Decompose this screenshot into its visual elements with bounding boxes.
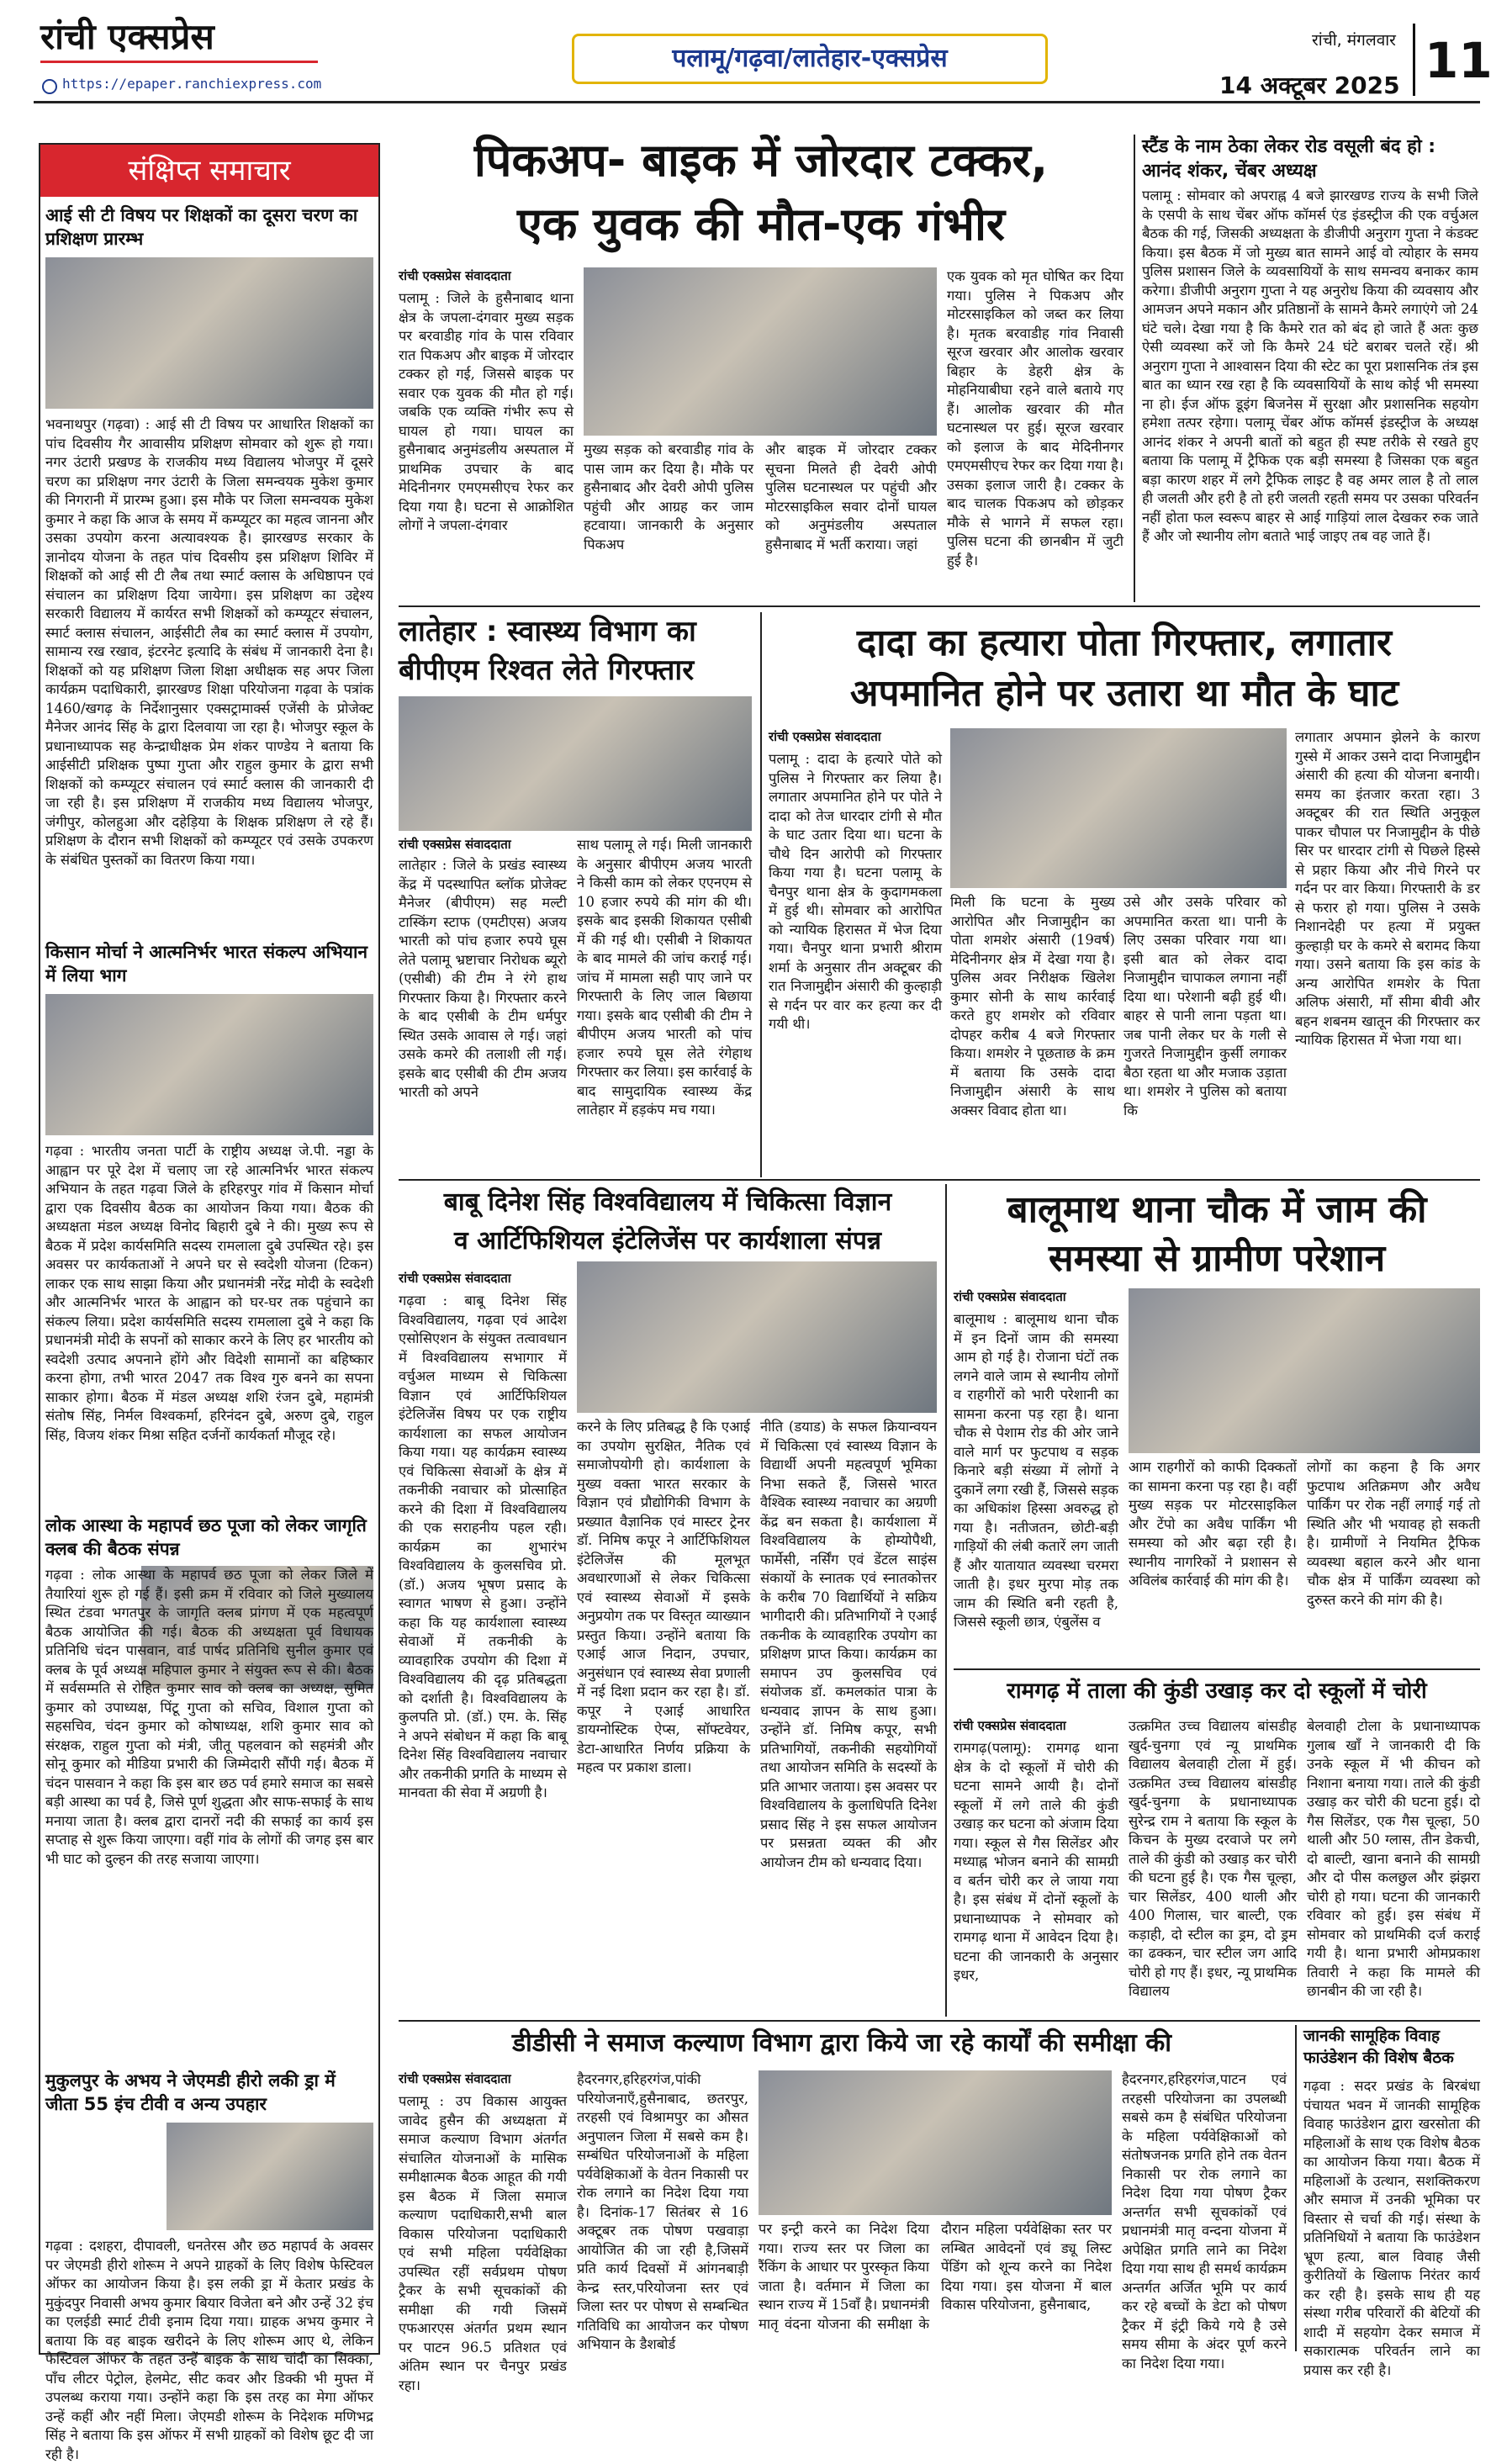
balumath-byline: रांची एक्सप्रेस संवाददाता bbox=[954, 1289, 1066, 1304]
ddc-col-2: हैदरनगर,हरिहरगंज,पांकी परियोजनाएँ,हुसैनाबाद, छतरपुर, तरहसी एवं विश्रामपुर का औसत अनुपालन जिला में सबसे कम है। सम्बंधित परियोजनाओं के महिला पर्यवेक्षिकाओं के वेतन निकासी पर रोक लगाने का निदेश दिया गया है। दिनांक-17 सितंबर से 16 अक्टूबर तक पोषण पखवाड़ा आयोजित की जा रही है,जिसमें प्रति कार्य दिवसों में आंगनबाड़ी केन्द्र स्तर,परियोजना स्तर एवं जिला स्तर पर पोषण से सम्बन्धित गतिविधि का आयोजन कर पोषण अभियान के डैशबोर्ड bbox=[577, 2071, 748, 2352]
brief-4-photo bbox=[167, 2123, 373, 2230]
university-col-3: नीति (डयाड) के सफल क्रियान्वयन में चिकित्सा एवं स्वास्थ्य विज्ञान के विद्यार्थी अपनी महत्वपूर्ण भूमिका निभा सकते हैं, जिससे भारत वैश्विक स्वास्थ्य नवाचार का अग्रणी केंद्र बन सकता है। कार्यशाला में विश्वविद्यालय के होम्योपैथी, फार्मेसी, नर्सिंग एवं डेंटल साइंस संकायों के स्नातक एवं स्नातकोत्तर के करीब 70 विद्यार्थियों ने सक्रिय भागीदारी की। प्रतिभागियों ने एआई तकनीक के व्यावहारिक उपयोग का प्रशिक्षण प्राप्त किया। कार्यक्रम का समापन उप कुलसचिव एवं संयोजक डॉ. कमलकांत पात्रा के धन्यवाद ज्ञापन के साथ हुआ। उन्होंने डॉ. निमिष कपूर, सभी प्रतिभागियों, तकनीकी सहयोगियों तथा आयोजन समिति के सदस्यों के प्रति आभार जताया। इस अवसर पर विश्वविद्यालय के कुलाधिपति दिनेश प्रसाद सिंह ने इस सफल आयोजन पर प्रसन्नता व्यक्त की और आयोजन टीम को धन्यवाद दिया। bbox=[760, 1419, 937, 1870]
ramgarh-headline: रामगढ़ में ताला की कुंडी उखाड़ कर दो स्कूलों में चोरी bbox=[1007, 1679, 1427, 1704]
brief-4-title: मुकुलपुर के अभय ने जेएमडी हीरो लकी ड्रा में जीता 55 इंच टीवी व अन्य उपहार bbox=[45, 2070, 336, 2114]
grandpa-headline-2: अपमानित होने पर उतारा था मौत के घाट bbox=[849, 672, 1399, 715]
ddc-headline: डीडीसी ने समाज कल्याण विभाग द्वारा किये जा रहे कार्यों की समीक्षा की bbox=[511, 2028, 1172, 2058]
row-rule-4 bbox=[399, 2020, 1480, 2022]
university-headline-2: व आर्टिफिशियल इंटेलिजेंस पर कार्यशाला संपन्न bbox=[454, 1226, 881, 1256]
university-headline-1: बाबू दिनेश सिंह विश्वविद्यालय में चिकित्सा विज्ञान bbox=[443, 1187, 892, 1217]
balumath-headline-1: बालूमाथ थाना चौक में जाम की bbox=[1007, 1188, 1427, 1231]
grandpa-byline: रांची एक्सप्रेस संवाददाता bbox=[769, 729, 881, 744]
stand-headline: स्टैंड के नाम ठेका लेकर रोड वसूली बंद हो : आनंद शंकर, चेंबर अध्यक्ष bbox=[1142, 136, 1436, 182]
university-col-1: गढ़वा : बाबू दिनेश सिंह विश्वविद्यालय, गढ़वा एवं आदेश एसोसिएशन के संयुक्त तत्वावधान में विश्वविद्यालय सभागार में वर्चुअल माध्यम से चिकित्सा विज्ञान एवं आर्टिफिशियल इंटेलिजेंस विषय पर एक राष्ट्रीय कार्यशाला का सफल आयोजन किया गया। यह कार्यक्रम स्वास्थ्य एवं चिकित्सा सेवाओं के क्षेत्र में तकनीकी नवाचार को प्रोत्साहित करने की दिशा में विश्वविद्यालय की एक सराहनीय पहल रही। कार्यक्रम का शुभारंभ विश्वविद्यालय के कुलसचिव प्रो. (डॉ.) अजय भूषण प्रसाद के स्वागत भाषण से हुआ। उन्होंने कहा कि यह कार्यशाला स्वास्थ्य सेवाओं में तकनीकी के व्यावहारिक उपयोग की दिशा में विश्वविद्यालय की दृढ़ प्रतिबद्धता को दर्शाती है। विश्वविद्यालय के कुलपति प्रो. (डॉ.) एम. के. सिंह ने अपने संबोधन में कहा कि बाबू दिनेश सिंह विश्वविद्यालय नवाचार और तकनीकी प्रगति के माध्यम से मानवता की सेवा में अग्रणी है। bbox=[399, 1293, 567, 1800]
pickup-byline: रांची एक्सप्रेस संवाददाता bbox=[399, 268, 511, 283]
latehar-headline: लातेहार : स्वास्थ्य विभाग का बीपीएम रिश्वत लेते गिरफ्तार bbox=[399, 615, 696, 687]
pickup-col-4: एक युवक को मृत घोषित कर दिया गया। पुलिस ने पिकअप और मोटरसाइकिल को जब्त कर लिया है। मृतक बरवाडीह गांव निवासी सूरज खरवार और आलोक खरवार बिहार के डेहरी क्षेत्र के मोहनियाबीघा रहने वाले बताये गए हैं। आलोक खरवार की मौत घटनास्थल पर हुई। सूरज खरवार को इलाज के बाद मेदिनीनगर एमएमसीएच रेफर कर दिया गया है। उसका इलाज जारी है। टक्कर के बाद चालक पिकअप को छोड़कर मौके से भागने में सफल रहा। पुलिस घटना की छानबीन में जुटी हुई है। bbox=[947, 268, 1123, 568]
epaper-link[interactable]: https://epaper.ranchiexpress.com bbox=[62, 76, 322, 92]
latehar-photo bbox=[399, 696, 752, 831]
brief-2-body: गढ़वा : भारतीय जनता पार्टी के राष्ट्रीय अध्यक्ष जे.पी. नड्डा के आह्वान पर पूरे देश में चलाए जा रहे आत्मनिर्भर भारत संकल्प अभियान के तहत गढ़वा जिले के हरिहरपुर गांव में किसान मोर्चा द्वारा एक दिवसीय बैठक का आयोजन किया गया। बैठक की अध्यक्षता मंडल अध्यक्ष विनोद बिहारी दुबे ने की। मुख्य रूप से बैठक में प्रदेश कार्यसमिति सदस्य रामलाला दुबे उपस्थित रहे। इस अवसर पर कार्यकताओं ने अपने घर से स्वदेशी योजना (टिकन) लाकर एक साथ साझा किया और प्रधानमंत्री नरेंद्र मोदी के स्वदेशी और आत्मनिर्भर भारत के आह्वान को घर-घर तक पहुंचाने का संकल्प लिया। प्रदेश कार्यसमिति सदस्य रामलाला दुबे ने कहा कि प्रधानमंत्री मोदी के सपनों को साकार करने के लिए हर भारतीय को स्वदेशी उत्पाद अपनाने होंगे और विदेशी सामानों का बहिष्कार करना होगा, तभी भारत 2047 तक विश्व गुरु बनने का सपना साकार होगा। बैठक में मंडल अध्यक्ष शशि रंजन दुबे, महामंत्री संतोष सिंह, निर्मल विश्वकर्मा, हरिनंदन दुबे, अरुण दुबे, राहुल सिंह, विजय शंकर मिश्रा सहित दर्जनों कार्यकर्ता मौजूद रहे। bbox=[45, 1143, 373, 1443]
brief-2-title: किसान मोर्चा ने आत्मनिर्भर भारत संकल्प अभियान में लिया भाग bbox=[45, 942, 368, 986]
row-rule-1 bbox=[399, 605, 1480, 607]
masthead bbox=[0, 0, 1512, 103]
balumath-col-2: आम राहगीरों को काफी दिक्कतों का सामना करना पड़ रहा है। वहीं मुख्य सड़क पर मोटरसाइकिल और टेंपो का अवैध पार्किंग भी समस्या को और बढ़ा रही है। स्थानीय नागरिकों ने प्रशासन से अविलंब कार्रवाई की मांग की है। bbox=[1129, 1459, 1297, 1589]
page-number-divider bbox=[1413, 24, 1415, 96]
university-col-2: करने के लिए प्रतिबद्ध है कि एआई का उपयोग सुरक्षित, नैतिक एवं समाजोपयोगी हो। कार्यशाला के मुख्य वक्ता भारत सरकार के विज्ञान एवं प्रौद्योगिकी विभाग के प्रख्यात वैज्ञानिक एवं मास्टर ट्रेनर डॉ. निमिष कपूर ने आर्टिफिशियल इंटेलिजेंस की मूलभूत अवधारणाओं से लेकर चिकित्सा एवं स्वास्थ्य सेवाओं में इसके अनुप्रयोग तक पर विस्तृत व्याख्यान प्रस्तुत किया। उन्होंने बताया कि एआई आज निदान, उपचार, अनुसंधान एवं स्वास्थ्य सेवा प्रणाली में नई दिशा प्रदान कर रहा है। डॉ. कपूर ने एआई आधारित डायग्नोस्टिक ऐप्स, सॉफ्टवेयर, डेटा-आधारित निर्णय प्रक्रिया के महत्व पर प्रकाश डाला। bbox=[577, 1419, 750, 1775]
marriage-body: गढ़वा : सदर प्रखंड के बिरबंधा पंचायत भवन में जानकी सामूहिक विवाह फाउंडेशन द्वारा खरसोता की महिलाओं के साथ एक विशेष बैठक का आयोजन किया गया। बैठक में महिलाओं के उत्थान, सशक्तिकरण और समाज में उनकी भूमिका पर विस्तार से चर्चा की गई। संस्था के प्रतिनिधियों ने बताया कि फाउंडेशन भ्रूण हत्या, बाल विवाह जैसी कुरीतियों के खिलाफ निरंतर कार्य कर रही है। इसके साथ ही यह संस्था गरीब परिवारों की बेटियों की शादी में सहयोग देकर समाज में सकारात्मक परिवर्तन लाने का प्रयास कर रही है। bbox=[1303, 2078, 1480, 2378]
col-divider-3 bbox=[945, 1184, 947, 2017]
pickup-photo bbox=[584, 267, 937, 436]
latehar-col-1: लातेहार : जिले के प्रखंड स्वास्थ्य केंद्र में पदस्थापित ब्लॉक प्रोजेक्ट मैनेजर (बीपीएम) सह मल्टी टास्किंग स्टाफ (एमटीएस) अजय भारती को पांच हजार रुपये घूस लेते पलामू भ्रष्टाचार निरोधक ब्यूरो (एसीबी) की टीम ने रंगे हाथ गिरफ्तार किया है। गिरफ्तार करने के बाद एसीबी के टीम धर्मपुर स्थित उसके आवास ले गई। जहां उसके कमरे की तलाशी ली गई। इसके बाद एसीबी की टीम अजय भारती को अपने bbox=[399, 857, 567, 1100]
row-rule-3 bbox=[954, 1668, 1480, 1670]
col-divider-2 bbox=[760, 612, 762, 1177]
brief-1-title: आई सी टी विषय पर शिक्षकों का दूसरा चरण का प्रशिक्षण प्रारम्भ bbox=[45, 205, 358, 249]
brief-2-photo bbox=[45, 994, 373, 1135]
date: 14 अक्टूबर 2025 bbox=[1219, 71, 1400, 99]
section-title: पलामू/गढ़वा/लातेहार-एक्सप्रेस bbox=[572, 34, 1048, 84]
globe-icon bbox=[42, 79, 57, 94]
brief-4-body: गढ़वा : दशहरा, दीपावली, धनतेरस और छठ महापर्व के अवसर पर जेएमडी हीरो शोरूम ने अपने ग्राहकों के लिए विशेष फेस्टिवल ऑफर का आयोजन किया है। इस लकी ड्रा में केतार प्रखंड के मुकुंदपुर निवासी अभय कुमार बियार विजेता बने और उन्हें 32 इंच का एलईडी स्मार्ट टीवी इनाम दिया गया। ग्राहक अभय कुमार ने बताया कि वह बाइक खरीदने के लिए शोरूम आए थे, लेकिन फेस्टिवल ऑफर के तहत उन्हें बाइक के साथ चांदी का सिक्का, पाँच लीटर पेट्रोल, हेलमेट, सीट कवर और डिक्की भी मुफ्त में उपलब्ध कराया गया। उन्होंने कहा कि इस तरह का मेगा ऑफर उन्हें कहीं और नहीं मिला। जेएमडी शोरूम के निदेशक मणिभद्र सिंह ने बताया कि इस ऑफर में सभी ग्राहकों को विशेष छूट दी जा रही है। bbox=[45, 2238, 373, 2462]
briefs-header: संक्षिप्त समाचार bbox=[40, 145, 378, 197]
university-byline: रांची एक्सप्रेस संवाददाता bbox=[399, 1271, 511, 1286]
grandpa-col-1: पलामू : दादा के हत्यारे पोते को पुलिस ने गिरफ्तार कर लिया है। लगातार अपमानित होने पर पोते ने दादा को तेज धारदार टांगी से मौत के घाट उतार दिया था। घटना के चौथे दिन आरोपी को गिरफ्तार किया गया है। घटना पलामू के चैनपुर थाना क्षेत्र के कुदागमकला में हुई थी। सोमवार को आरोपित को न्यायिक हिरासत में भेज दिया गया। चैनपुर थाना प्रभारी श्रीराम शर्मा के अनुसार तीन अक्टूबर की रात निजामुद्दीन अंसारी की कुल्हाड़ी से गर्दन पर वार कर हत्या कर दी गयी थी। bbox=[769, 751, 942, 1032]
ramgarh-col-2: उत्क्रमित उच्च विद्यालय बांसडीह खुर्द-चुनगा एवं न्यू प्राथमिक विद्यालय बेलवाही टोला में हुई। उत्क्रमित उच्च विद्यालय बांसडीह खुर्द-चुनगा के प्रधानाध्यापक सुरेन्द्र राम ने बताया कि स्कूल के किचन के मुख्य दरवाजे पर लगे ताले की कुंडी को उखाड़ कर चोरी की घटना हुई है। एक गैस चूल्हा, चार सिलेंडर, 400 थाली और 400 गिलास, चार बाल्टी, एक कड़ाही, दो स्टील का ड्रम, दो ड्रम का ढक्कन, चार स्टील जग आदि चोरी हो गए हैं। इधर, न्यू प्राथमिक विद्यालय bbox=[1129, 1718, 1297, 1999]
latehar-col-2: साथ पलामू ले गई। मिली जानकारी के अनुसार बीपीएम अजय भारती ने किसी काम को लेकर एएनएम से 10 हजार रुपये की मांग की थी। इसके बाद इसकी शिकायत एसीबी में की गई थी। एसीबी ने शिकायत के बाद मामले की जांच कराई गई। जांच में मामला सही पाए जाने पर गिरफ्तारी के लिए जाल बिछाया गया। इसके बाद एसीबी की टीम ने बीपीएम अजय भारती को पांच हजार रुपये घूस लेते रंगेहाथ गिरफ्तार कर लिया। इस कार्रवाई के बाद सामुदायिक स्वास्थ्य केंद्र लातेहार में हड़कंप मच गया। bbox=[577, 837, 753, 1118]
ramgarh-col-3: बेलवाही टोला के प्रधानाध्यापक गुलाब खाँ ने जानकारी दी कि उनके स्कूल में भी कीचन को निशाना बनाया गया। ताले की कुंडी उखाड़ कर चोरी की घटना हुई। दो गैस सिलेंडर, एक गैस चूल्हा, 50 थाली और 50 ग्लास, तीन डेकची, दो बाल्टी, खाना बनाने की सामग्री और दो पीस कलछुल और झंझरा चोरी हो गया। घटना की जानकारी रविवार को हुई। इस संबंध में सोमवार को प्राथमिकी दर्ज कराई गयी है। थाना प्रभारी ओमप्रकाश तिवारी ने कहा कि मामले की छानबीन की जा रही है। bbox=[1307, 1718, 1480, 1999]
pickup-col-2: मुख्य सड़क को बरवाडीह गांव के पास जाम कर दिया है। मौके पर हुसैनाबाद और देवरी ओपी पुलिस पहुंची और आग्रह कर जाम हटवाया। जानकारी के अनुसार पिकअप bbox=[584, 442, 753, 553]
marriage-headline: जानकी सामूहिक विवाह फाउंडेशन की विशेष बैठक bbox=[1303, 2027, 1454, 2067]
balumath-headline-2: समस्या से ग्रामीण परेशान bbox=[1048, 1237, 1386, 1280]
brief-1-photo bbox=[45, 257, 373, 409]
grandpa-col-3: उसे और उसके परिवार को अपमानित करता था। पानी के लिए उसका परिवार गया था। इसी बात को लेकर दादा निजामुद्दीन चापाकल लगाना नहीं दिया था। परेशानी बढ़ी हुई थी। बाहर से पानी लाना पड़ता था। जब पानी लेकर घर के गली से गुजरते निजामुद्दीन कुर्सी लगाकर बैठा रहता था और मजाक उड़ाता था। शमशेर ने पुलिस को बताया कि bbox=[1123, 894, 1287, 1118]
grandpa-col-4: लगातार अपमान झेलने के कारण गुस्से में आकर उसने दादा निजामुद्दीन अंसारी की हत्या की योजना बनायी। समय का इंतजार करता रहा। 3 अक्टूबर की रात स्थिति अनुकूल पाकर चौपाल पर निजामुद्दीन के पीछे सिर पर धारदार टांगी से पिछले हिस्से से प्रहार किया और नीचे गिरने पर गर्दन पर वार किया। गिरफ्तारी के डर से फरार हो गया। पुलिस ने उसके निशानदेही पर हत्या में प्रयुक्त कुल्हाड़ी घर के कमरे से बरामद किया गया। उसने बताया कि इस कांड के अन्य आरोपित शमशेर के पिता अलिफ अंसारी, माँ सीमा बीवी और बहन शबनम खातून की गिरफ्तार कर न्यायिक हिरासत में भेजा गया था। bbox=[1295, 729, 1480, 1048]
ramgarh-col-1: रामगढ़(पलामू): रामगढ़ थाना क्षेत्र के दो स्कूलों में चोरी की घटना सामने आयी है। दोनों स्कूलों में लगे ताले की कुंडी उखाड़ कर घटना को अंजाम दिया गया। स्कूल से गैस सिलेंडर और मध्याह्न भोजन बनाने की सामग्री व बर्तन चोरी कर ले जाया गया है। इस संबंध में दोनों स्कूलों के प्रधानाध्यापक ने सोमवार को रामगढ़ थाना में आवेदन दिया है। घटना की जानकारी के अनुसार इधर, bbox=[954, 1740, 1118, 1983]
brief-3-body: गढ़वा : लोक आस्था के महापर्व छठ पूजा को लेकर जिले में तैयारियां शुरू हो गई हैं। इसी क्रम में रविवार को जिले मुख्यालय स्थित टंडवा भगतपुर के जागृति क्लब प्रांगण में एक महत्वपूर्ण बैठक आयोजित की गई। बैठक की अध्यक्षता पूर्व विधायक प्रतिनिधि चंदन पासवान, वार्ड पार्षद प्रतिनिधि सुनील कुमार एवं क्लब के पूर्व अध्यक्ष महिपाल कुमार ने संयुक्त रूप से की। बैठक में सर्वसम्मति से रोहित कुमार साव को क्लब का अध्यक्ष, सुमित कुमार को उपाध्यक्ष, पिंटू गुप्ता को सचिव, विशाल गुप्ता को सहसचिव, चंदन कुमार को कोषाध्यक्ष, शशि कुमार साव को संरक्षक, राहुल गुप्ता को मंत्री, जीतू पहलवान को सहमंत्री और सोनू कुमार को मीडिया प्रभारी की जिम्मेदारी सौंपी गई। बैठक में चंदन पासवान ने कहा कि इस बार छठ पर्व हमारे समाज का सबसे बड़ी आस्था का पर्व है, जिसे पूर्ण शुद्धता और साफ-सफाई के साथ मनाया जाता है। क्लब द्वारा दानरों नदी की सफाई का कार्य इस सप्ताह से शुरू किया जाएगा। वहीं गांव के लोगों की जगह इस बार भी घाट को दुल्हन की तरह सजाया जाएगा। bbox=[45, 1567, 373, 1867]
balumath-photo bbox=[1129, 1288, 1480, 1453]
grandpa-photo bbox=[950, 728, 1287, 888]
paper-logo: रांची एक्सप्रेस bbox=[40, 16, 214, 57]
latehar-byline: रांची एक्सप्रेस संवाददाता bbox=[399, 837, 511, 852]
grandpa-caption: मिली कि घटना के मुख्य आरोपित और निजामुद्दीन का पोता शमशेर अंसारी (19वर्ष) मेदिनीनगर क्षेत्र में देखा गया है। पुलिस अवर निरीक्षक खिलेश कुमार सोनी के साथ कार्रवाई करते हुए शमशेर को रविवार दोपहर करीब 4 बजे गिरफ्तार किया। शमशेर ने पूछताछ के क्रम में बताया कि उसके दादा निजामुद्दीन अंसारी के साथ अक्सर विवाद होता था। bbox=[950, 894, 1115, 1118]
col-divider-4 bbox=[1295, 2025, 1297, 2351]
masthead-rule bbox=[34, 101, 1480, 103]
ramgarh-byline: रांची एक्सप्रेस संवाददाता bbox=[954, 1718, 1066, 1733]
col-divider-main bbox=[1134, 135, 1135, 602]
brief-3-title: लोक आस्था के महापर्व छठ पूजा को लेकर जागृति क्लब की बैठक संपन्न bbox=[45, 1515, 367, 1559]
brief-1-body: भवनाथपुर (गढ़वा) : आई सी टी विषय पर आधारित शिक्षकों का पांच दिवसीय गैर आवासीय प्रशिक्षण सोमवार को शुरू हो गया। नगर उंटारी प्रखण्ड के राजकीय मध्य विद्यालय भोजपुर में दूसरे चरण का प्रशिक्षण नगर उंटारी के जिला समन्वयक मुकेश कुमार की निगरानी में प्रारम्भ हुआ। इस मौके पर जिला समन्वयक मुकेश कुमार ने कहा कि आज के समय में कम्प्यूटर का महत्व जानना और उसका उपयोग करना अत्यावश्यक है। झारखण्ड सरकार के ज्ञानोदय योजना के तहत पांच दिवसीय इस प्रशिक्षण शिविर में शिक्षकों को आई सी टी लैब तथा स्मार्ट क्लास के अधिष्ठापन एवं संचालन का प्रशिक्षण दिया जायेगा। इस प्रशिक्षण का उद्देश्य सरकारी विद्यालय में कार्यरत सभी शिक्षकों को कम्प्यूटर संचालन, स्मार्ट क्लास संचालन, आईसीटी लैब का स्मार्ट क्लास में उपयोग, सामान्य रख रखाव, इंटरनेट इत्यादि के संबंध में जानकारी देना है। शिक्षकों को यह प्रशिक्षण जिला शिक्षा अधीक्षक सह अपर जिला कार्यक्रम पदाधिकारी, झारखण्ड शिक्षा परियोजना गढ़वा के पत्रांक 1460/खगढ़ के निर्देशानुसार एक्सट्रामार्क्स एजेंसी के प्रोजेक्ट मैनेजर आनंद सिंह के द्वारा दिलवाया जा रहा है। भोजपुर स्कूल के प्रधानाध्यापक सह केन्द्राधीक्षक प्रेम शंकर पाण्डेय ने बताया कि आईसीटी प्रशिक्षक पुष्पा गुप्ता और राहुल कुमार के द्वारा सभी शिक्षकों को कम्प्यूटर संचालन एवं स्मार्ट क्लास की जानकारी दी जा रही है। इस प्रशिक्षण में राजकीय मध्य विद्यालय भोजपुर, जंगीपुर, कोलहुआ और दहेड़िया के शिक्षक प्रशिक्षण ले रहे हैं। प्रशिक्षण के दौरान सभी शिक्षकों को कम्प्यूटर एवं उसके उपकरण के संबंधित पुस्तकों का वितरण किया गया। bbox=[45, 416, 373, 868]
grandpa-headline-1: दादा का हत्यारा पोता गिरफ्तार, लगातार bbox=[856, 621, 1393, 664]
ddc-col-1: पलामू : उप विकास आयुक्त जावेद हुसैन की अध्यक्षता में समाज कल्याण विभाग अंतर्गत संचालित योजनाओं के मासिक समीक्षात्मक बैठक आहूत की गयी इस बैठक में जिला समाज कल्याण पदाधिकारी,सभी बाल विकास परियोजना पदाधिकारी एवं सभी महिला पर्यवेक्षिका उपस्थित रहीं सर्वप्रथम पोषण ट्रैकर के सभी सूचकांकों की समीक्षा की गयी जिसमें एफआरएस अंतर्गत प्रथम स्थान पर पाटन 96.5 प्रतिशत एवं अंतिम स्थान पर चैनपुर प्रखंड रहा। bbox=[399, 2093, 567, 2393]
ddc-col-4: हैदरनगर,हरिहरगंज,पाटन एवं तरहसी परियोजना का उपलब्धी सबसे कम है संबंधित परियोजना के महिला पर्यवेक्षिकाओं को संतोषजनक प्रगति होने तक वेतन निकासी पर रोक लगाने का निदेश दिया गया पोषण ट्रैकर अन्तर्गत सभी सूचकांकों एवं प्रधानमंत्री मातृ वन्दना योजना में अपेक्षित प्रगति लाने का निदेश दिया गया साथ ही समर्थ कार्यक्रम अन्तर्गत अर्जित भूमि पर कार्य कर रहे बच्चों के डेटा को पोषण ट्रैकर में इंट्री किये गये है उसे समय सीमा के अंदर पूर्ण करने का निदेश दिया गया। bbox=[1122, 2071, 1287, 2371]
ddc-byline: रांची एक्सप्रेस संवाददाता bbox=[399, 2071, 511, 2086]
pickup-headline-2: एक युवक की मौत-एक गंभीर bbox=[516, 198, 1006, 251]
balumath-col-1: बालूमाथ : बालूमाथ थाना चौक में इन दिनों जाम की समस्या आम हो गई है। रोजाना घंटों तक लगने वाले जाम से स्थानीय लोगों व राहगीरों को भारी परेशानी का सामना करना पड़ रहा है। थाना चौक से पेशाम रोड की ओर जाने वाले मार्ग पर फुटपाथ व सड़क किनारे बड़ी संख्या में लोगों ने दुकानें लगा रखी हैं, जिससे सड़क का अधिकांश हिस्सा अवरुद्ध हो गया है। नतीजतन, छोटी-बड़ी गाड़ियों की लंबी कतारें लग जाती हैं और यातायात व्यवस्था चरमरा जाती है। इधर मुरपा मोड़ तक जाम की स्थिति बनी रहती है, जिससे स्कूली छात्र, एंबुलेंस व bbox=[954, 1311, 1118, 1630]
university-photo bbox=[577, 1261, 937, 1413]
pickup-col-3: और बाइक में जोरदार टक्कर सूचना मिलते ही देवरी ओपी पुलिस घटनास्थल पर पहुंची और मोटरसाइकिल सवार दोनों घायल को अनुमंडलीय अस्पताल हुसैनाबाद में भर्ती कराया। जहां bbox=[765, 442, 937, 553]
ddc-photo bbox=[759, 2070, 1112, 2215]
pickup-col-1: पलामू : जिले के हुसैनाबाद थाना क्षेत्र के जपला-दंगवार मुख्य सड़क पर बरवाडीह गांव के पास रविवार रात पिकअप और बाइक में जोरदार टक्कर हो गई, जिससे बाइक पर सवार एक युवक की मौत हो गई। जबकि एक व्यक्ति गंभीर रूप से घायल हो गया। घायल का हुसैनाबाद अनुमंडलीय अस्पताल में प्राथमिक उपचार के बाद मेदिनीनगर एमएमसीएच रेफर कर दिया गया है। घटना से आक्रोशित लोगों ने जपला-दंगवार bbox=[399, 290, 574, 533]
stand-body: पलामू : सोमवार को अपराह्न 4 बजे झारखण्ड राज्य के सभी जिले के एसपी के साथ चेंबर ऑफ कॉमर्स एंड इंडस्ट्रीज की एक वर्चुअल बैठक की गई, जिसकी अध्यक्षता के डीजीपी अनुराग गुप्ता ने कंडक्ट किया। इस बैठक में जो मुख्य बात सामने आई वो त्योहार के समय पुलिस प्रशासन जिले के व्यवसायियों के साथ समन्वय बनाकर काम करेगा। डीजीपी अनुराग गुप्ता ने यह अनुरोध किया की व्यवसाय और आमजन अपने मकान और प्रतिष्ठानों के सामने कैमरे लगाएंगे जो 24 घंटे चले। देखा गया है कि कैमरे रात को बंद हो जाते हैं अतः कुछ ऐसी व्यवस्था करें जो कि कैमरे 24 घंटे बराबर चलते रहें। श्री अनुराग गुप्ता ने आश्वासन दिया की स्टेट का पूरा प्रशासनिक तंत्र इस बात का ध्यान रख रहा है कि व्यवसायियों के साथ कोई भी समस्या ना हो। ईज ऑफ डूइंग बिजनेस में सुरक्षा और प्रशासनिक सहयोग हमेशा तत्पर रहेगा। पलामू चेंबर ऑफ कॉमर्स इंडस्ट्रीज के अध्यक्ष आनंद शंकर ने अपनी बातों को बहुत ही स्पष्ट तरीके से रखते हुए बताया कि पलामू में ट्रैफिक एक बड़ी समस्या है जिसका एक बहुत बड़ा कारण शहर में लगे ट्रैफिक लाइट है वह अमर लाल है तो लाल ही जलती और हरी है तो हरी जलती रहती समय पर उसका परिवर्तन नहीं होता फल स्वरूप बाहर से आई गाड़ियां लाल देखकर रुक जाते हैं और जो स्थानीय लोग बताते भाई जाइए तब वह जाते हैं। bbox=[1142, 188, 1478, 544]
row-rule-2 bbox=[399, 1179, 1480, 1181]
place-day: रांची, मंगलवार bbox=[1312, 31, 1396, 50]
ddc-col-3: पर इन्ट्री करने का निदेश दिया गया। राज्य स्तर पर जिला का रैंकिंग के आधार पर पुरस्कृत किया जाता है। वर्तमान में जिला का स्थान राज्य में 15वाँ है। प्रधानमंत्री मातृ वंदना योजना की समीक्षा के दौरान महिला पर्यवेक्षिका स्तर पर लम्बित आवेदनों एवं ड्यू लिस्ट पेंडिंग को शून्य करने का निदेश दिया गया। इस योजना में बाल विकास परियोजना, हुसैनाबाद, bbox=[759, 2221, 1112, 2332]
balumath-col-3: लोगों का कहना है कि अगर फुटपाथ अतिक्रमण और अवैध पार्किंग पर रोक नहीं लगाई गई तो स्थिति और भी भयावह हो सकती है। ग्रामीणों ने नियमित ट्रैफिक व्यवस्था बहाल करने और थाना चौक क्षेत्र में पार्किंग व्यवस्था को दुरुस्त करने की मांग की है। bbox=[1307, 1459, 1480, 1608]
logo-underline bbox=[40, 61, 318, 63]
briefs-column bbox=[39, 143, 380, 2462]
page-number: 11 bbox=[1425, 32, 1493, 89]
pickup-headline-1: पिकअप- बाइक में जोरदार टक्कर, bbox=[473, 134, 1049, 187]
